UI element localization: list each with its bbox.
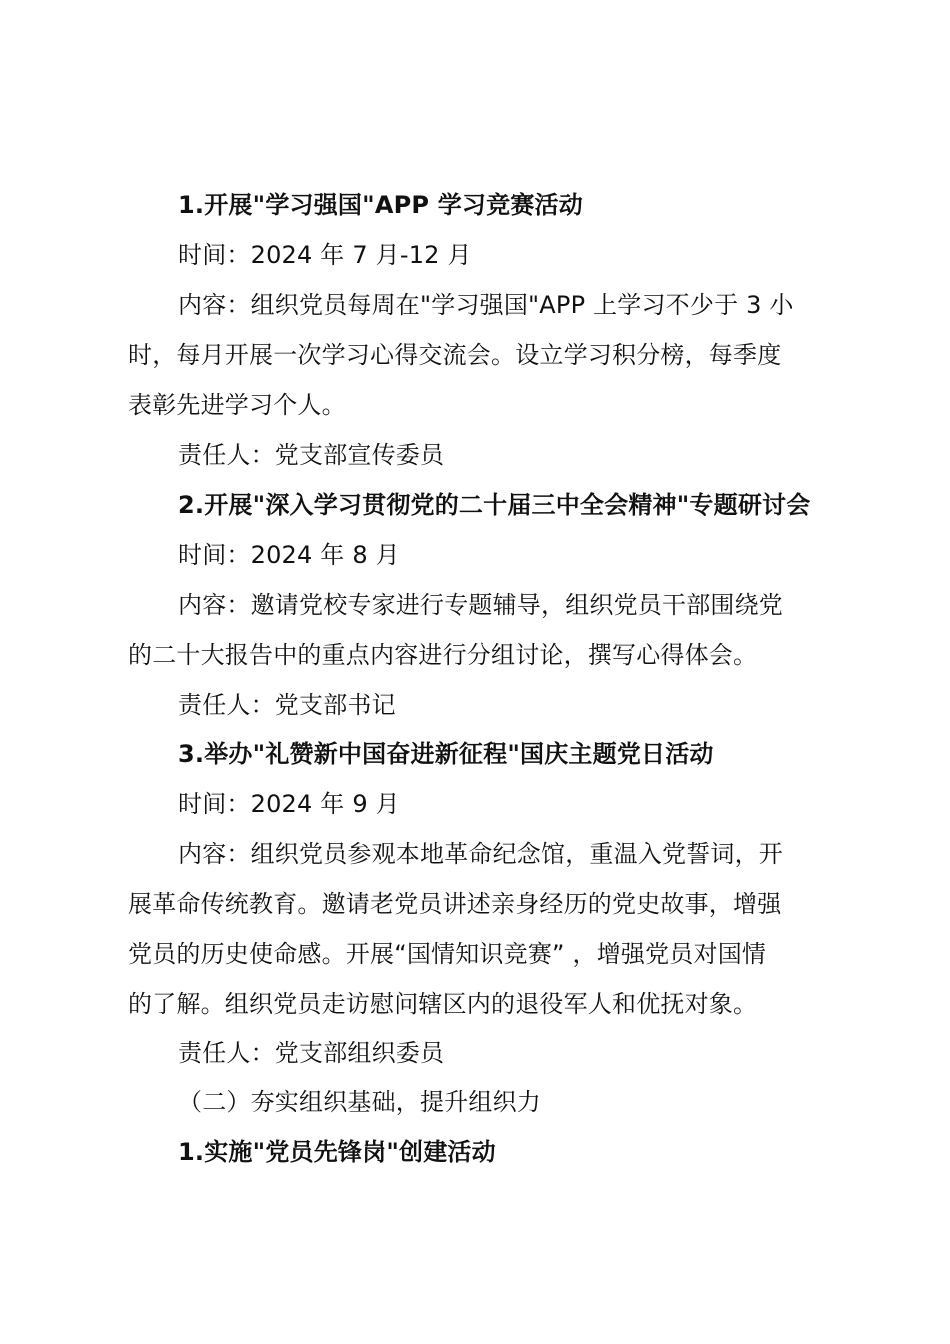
content-line-3d: 的了解。组织党员走访慰问辖区内的退役军人和优抚对象。	[128, 990, 758, 1018]
heading-seminar: 2.开展"深入学习贯彻党的二十届三中全会精神"专题研讨会	[178, 491, 811, 519]
content-line-3c: 党员的历史使命感。开展“国情知识竞赛” ，增强党员对国情	[128, 940, 767, 968]
responsible-line-2: 责任人：党支部书记	[178, 691, 396, 719]
content-line-1b: 时，每月开展一次学习心得交流会。设立学习积分榜，每季度	[128, 341, 782, 369]
responsible-line-1: 责任人：党支部宣传委员	[178, 441, 445, 469]
content-line-1a: 内容：组织党员每周在"学习强国"APP 上学习不少于 3 小	[178, 291, 794, 319]
content-line-2b: 的二十大报告中的重点内容进行分组讨论，撰写心得体会。	[128, 641, 758, 669]
content-line-3b: 展革命传统教育。邀请老党员讲述亲身经历的党史故事，增强	[128, 890, 782, 918]
content-line-3a: 内容：组织党员参观本地革命纪念馆，重温入党誓词，开	[178, 840, 783, 868]
heading-national-day-activity: 3.举办"礼赞新中国奋进新征程"国庆主题党日活动	[178, 740, 714, 768]
heading-learning-app-contest: 1.开展"学习强国"APP 学习竞赛活动	[178, 191, 583, 219]
section-heading-organization: （二）夯实组织基础，提升组织力	[178, 1088, 541, 1116]
heading-pioneer-post: 1.实施"党员先锋岗"创建活动	[178, 1138, 496, 1166]
time-line-3: 时间：2024 年 9 月	[178, 790, 400, 818]
content-line-2a: 内容：邀请党校专家进行专题辅导，组织党员干部围绕党	[178, 591, 783, 619]
time-line-2: 时间：2024 年 8 月	[178, 541, 400, 569]
time-line-1: 时间：2024 年 7 月-12 月	[178, 241, 472, 269]
content-line-1c: 表彰先进学习个人。	[128, 391, 346, 419]
responsible-line-3: 责任人：党支部组织委员	[178, 1039, 445, 1067]
